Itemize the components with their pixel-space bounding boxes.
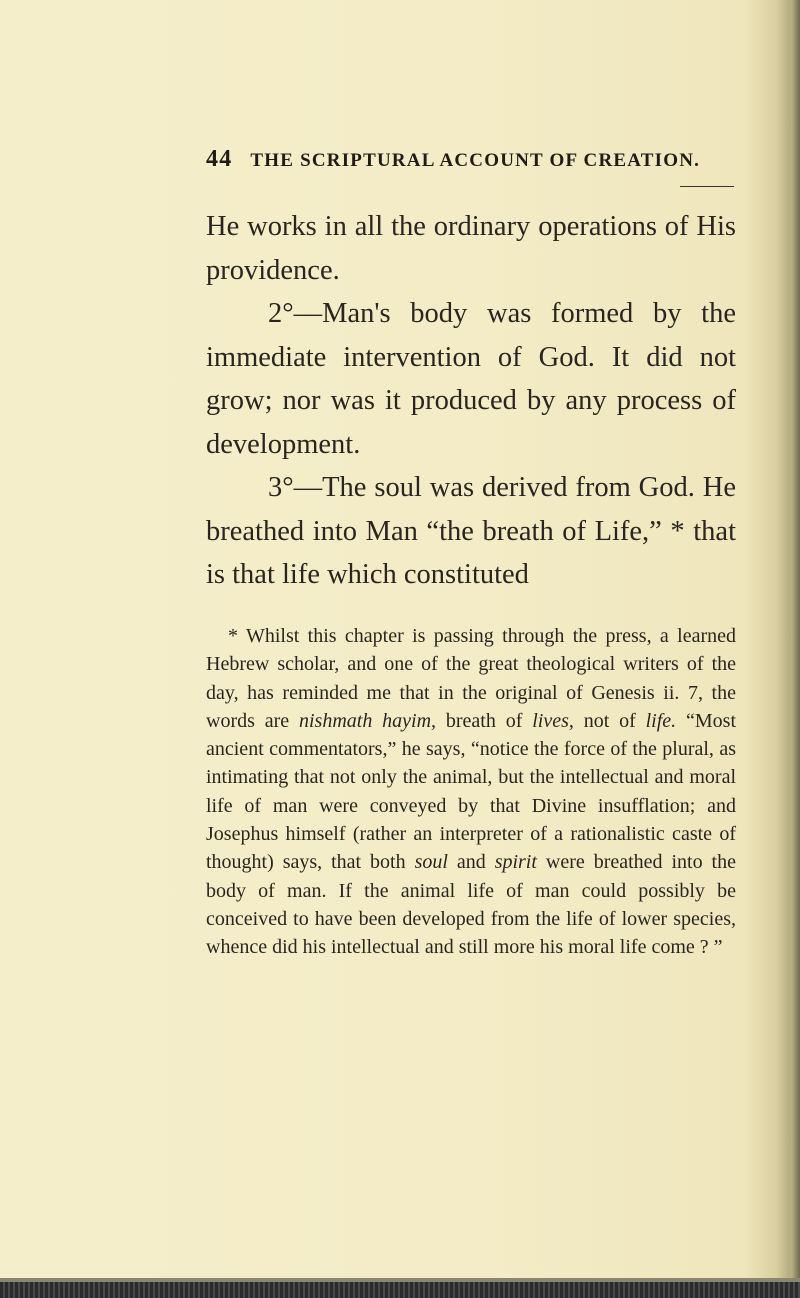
scan-bottom-edge — [0, 1282, 800, 1298]
footnote-segment: and — [447, 851, 495, 874]
footnote-segment: were breathed into the body of man. If the animal life of man could possibly be conceived to have been developed from the life of lower species, whence did his intellectual and still more his moral life come ? ” — [206, 851, 736, 959]
footnote-italic: lives, — [532, 709, 574, 732]
footnote-italic: life. — [645, 709, 677, 732]
footnote-italic: spirit — [494, 851, 537, 874]
footnote-segment: * Whilst this chapter is passing through the press, a learned Hebrew scholar, and one of the great theological writers of the day, has reminded me that in the original of Genesis ii. 7, the words are — [206, 625, 736, 732]
paragraph-2: 2°—Man's body was formed by the immediate intervention of God. It did not grow; nor was it produced by any process of development. — [206, 298, 736, 460]
footnote-text — [206, 622, 736, 962]
paragraph-1: He works in all the ordinary operations of His providence. — [206, 211, 736, 286]
footnote — [206, 622, 736, 962]
footnote-italic: soul — [414, 851, 448, 874]
footnote-segment: “Most ancient commentators,” he says, “notice the force of the plural, as intimating that not only the animal, but the intellectual and moral life of man were conveyed by that Divine insufflation; and Josephus himself (rather an interpreter of a rationalistic caste of thought) says, that both — [206, 709, 736, 874]
footnote-italic: nishmath hayim, — [298, 709, 437, 732]
running-header — [206, 146, 726, 173]
header-title: THE SCRIPTURAL ACCOUNT OF CREATION. — [250, 150, 701, 171]
page-edge-shadow — [791, 0, 800, 1298]
paragraph-3: 3°—The soul was derived from God. He breathed into Man “the breath of Life,” * that is that life which constituted — [206, 472, 736, 590]
header-rule — [680, 186, 734, 187]
footnote-segment: breath of — [436, 709, 533, 732]
page-number: 44 — [206, 146, 233, 172]
footnote-segment: not of — [573, 709, 646, 732]
body-text — [206, 205, 736, 597]
